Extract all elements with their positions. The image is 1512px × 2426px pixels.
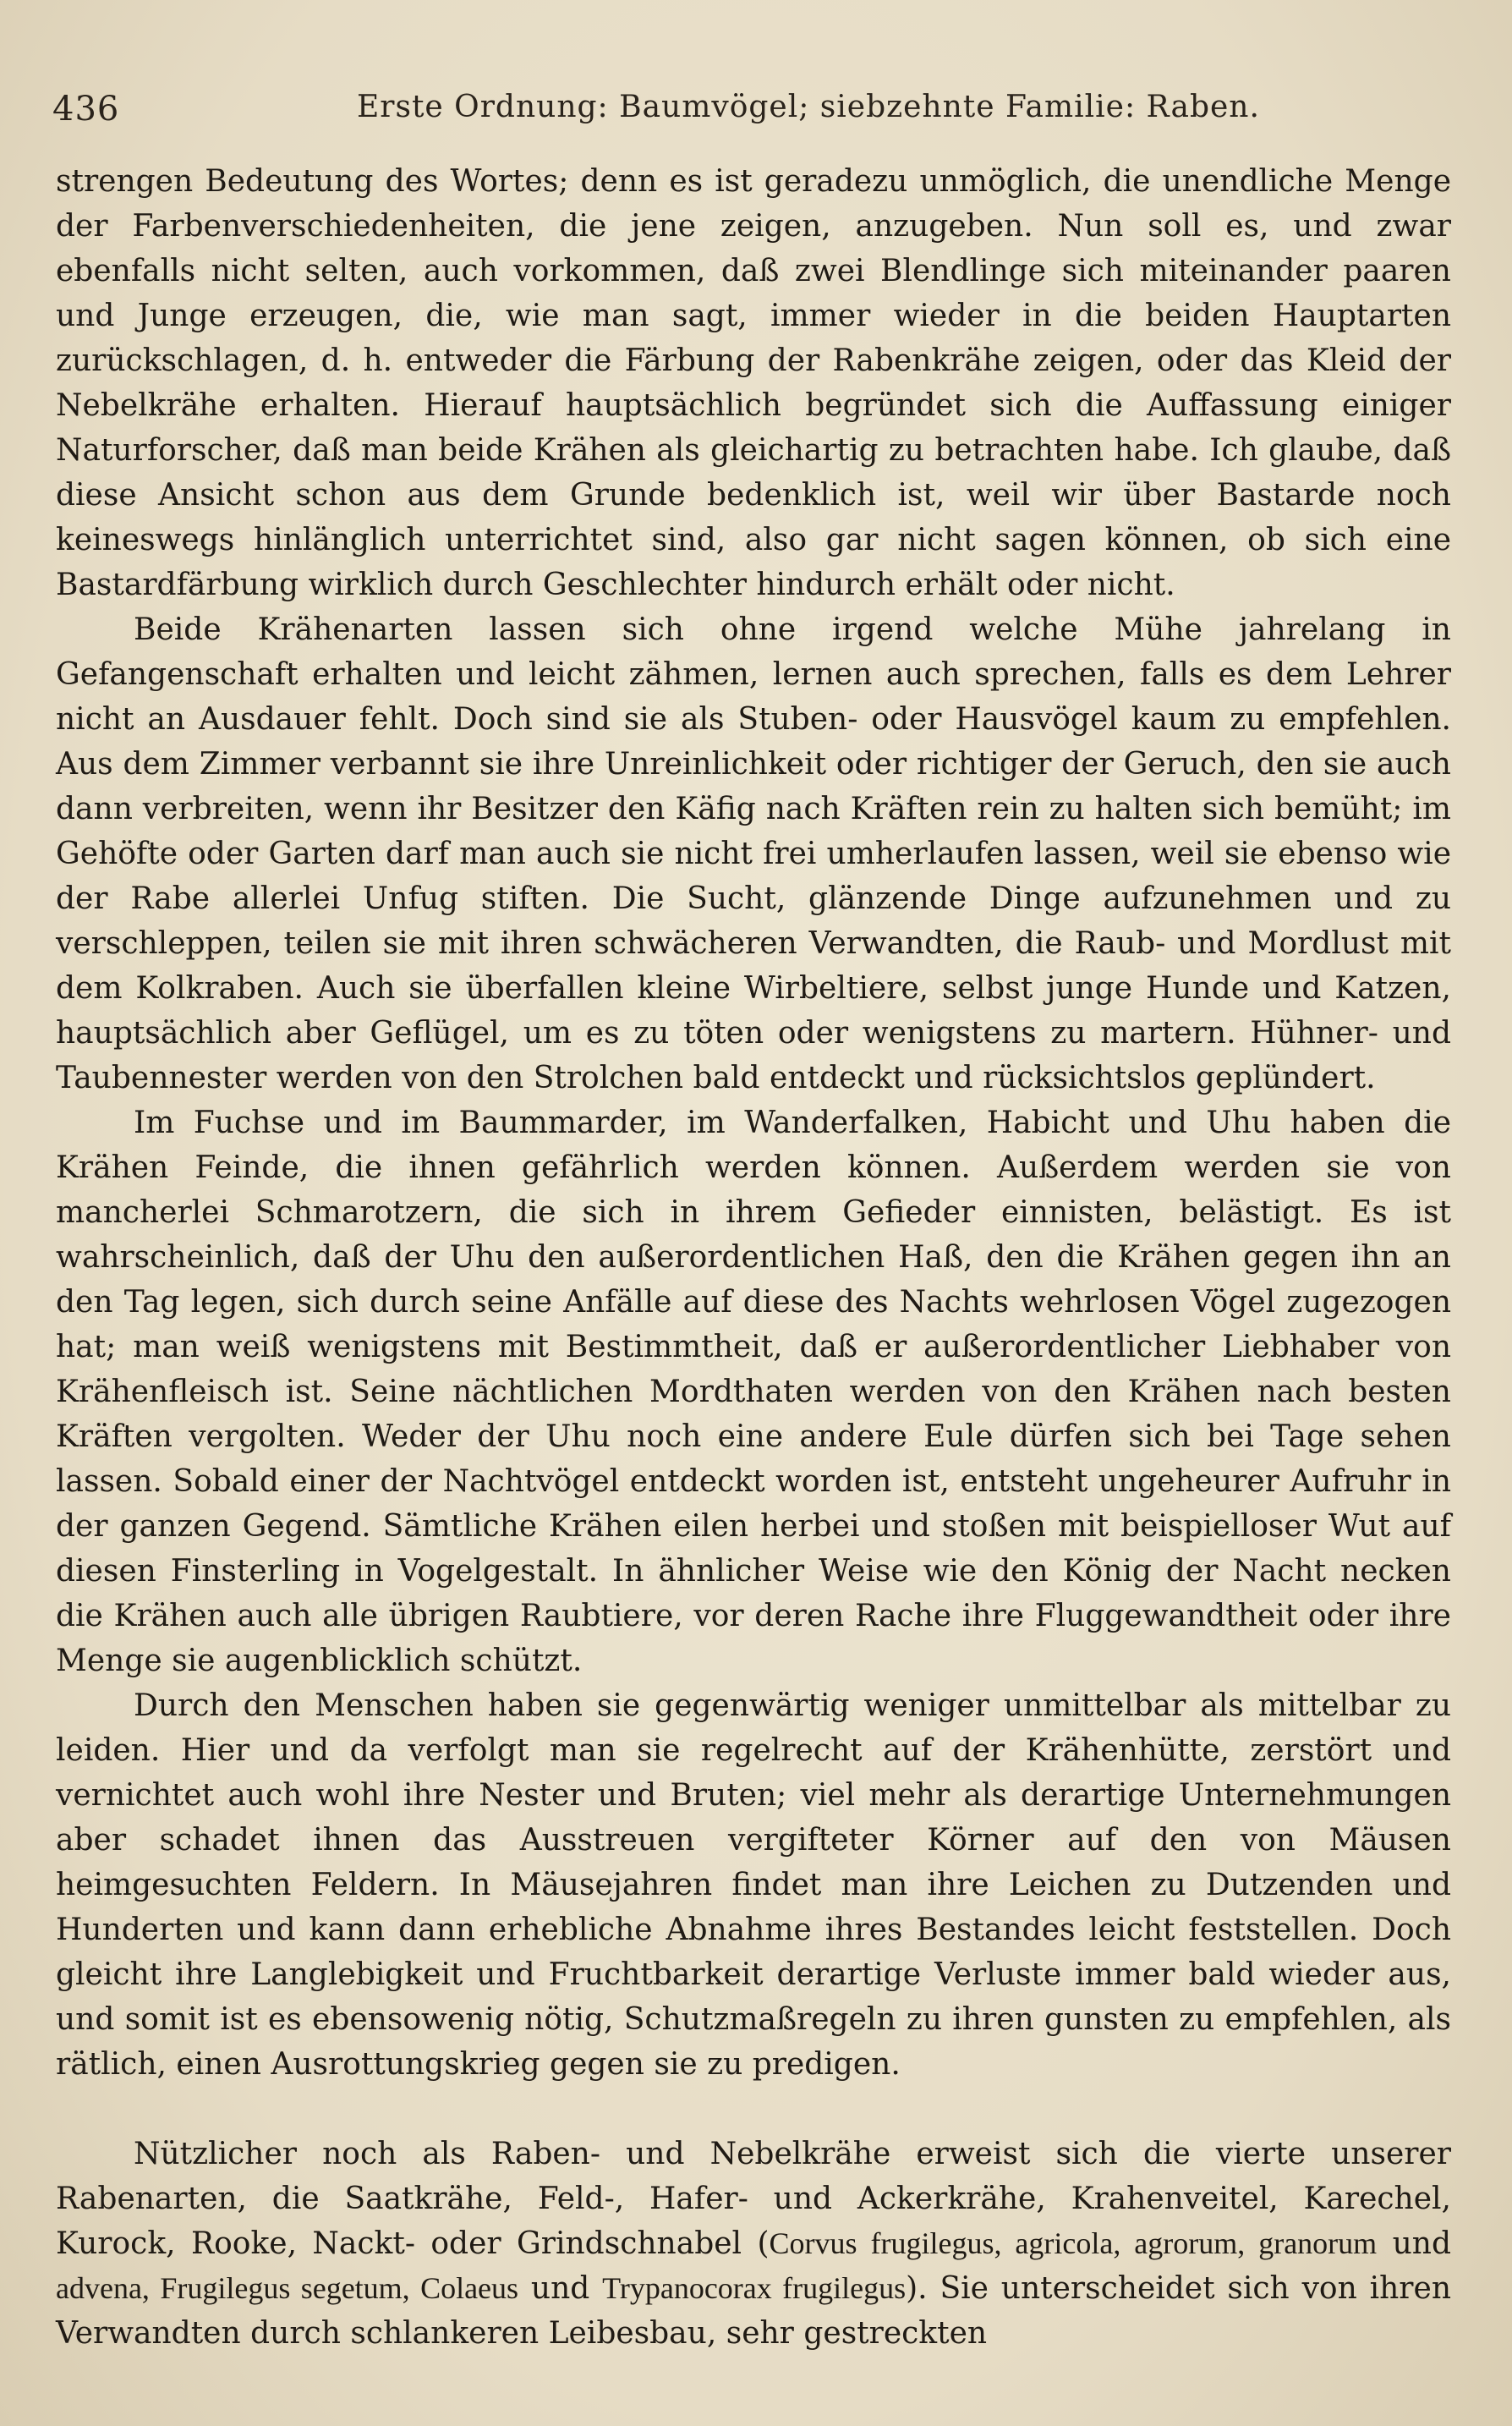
- body-text: [56, 159, 1451, 2356]
- paragraph-2: Beide Krähenarten lassen sich ohne irgend welche Mühe jahrelang in Gefangenschaft erhalten und leicht zähmen, lernen auch sprechen, falls es dem Lehrer nicht an Ausdauer fehlt. Doch sind sie als Stuben- oder Hausvögel kaum zu empfehlen. Aus dem Zimmer verbannt sie ihre Unreinlichkeit oder richtiger der Geruch, den sie auch dann verbreiten, wenn ihr Besitzer den Käfig nach Kräften rein zu halten sich bemüht; im Gehöfte oder Garten darf man auch sie nicht frei umherlaufen lassen, weil sie ebenso wie der Rabe allerlei Unfug stiften. Die Sucht, glänzende Dinge aufzunehmen und zu verschleppen, teilen sie mit ihren schwächeren Verwandten, die Raub- und Mordlust mit dem Kolkraben. Auch sie überfallen kleine Wirbeltiere, selbst junge Hunde und Katzen, hauptsächlich aber Geflügel, um es zu töten oder wenigstens zu martern. Hühner- und Taubennester werden von den Strolchen bald entdeckt und rücksichtslos geplündert.: [56, 612, 1451, 1095]
- latin-name-1: Corvus frugilegus, agricola, agrorum, granorum: [769, 2226, 1378, 2260]
- paragraph-3: Im Fuchse und im Baummarder, im Wanderfalken, Habicht und Uhu haben die Krähen Feinde, die ihnen gefährlich werden können. Außerdem werden sie von mancherlei Schmarotzern, die sich in ihrem Gefieder einnisten, belästigt. Es ist wahrscheinlich, daß der Uhu den außerordentlichen Haß, den die Krähen gegen ihn an den Tag legen, sich durch seine Anfälle auf diese des Nachts wehrlosen Vögel zugezogen hat; man weiß wenigstens mit Bestimmtheit, daß er außerordentlicher Liebhaber von Krähenfleisch ist. Seine nächtlichen Mordthaten werden von den Krähen nach besten Kräften vergolten. Weder der Uhu noch eine andere Eule dürfen sich bei Tage sehen lassen. Sobald einer der Nachtvögel entdeckt worden ist, entsteht ungeheurer Aufruhr in der ganzen Gegend. Sämtliche Krähen eilen herbei und stoßen mit beispielloser Wut auf diesen Finsterling in Vogelgestalt. In ähnlicher Weise wie den König der Nacht necken die Krähen auch alle übrigen Raubtiere, vor deren Rache ihre Fluggewandtheit oder ihre Menge sie augenblicklich schützt.: [56, 1106, 1451, 1678]
- paragraph-1: strengen Bedeutung des Wortes; denn es ist geradezu unmöglich, die unendliche Menge der Farbenverschiedenheiten, die jene zeigen, anzugeben. Nun soll es, und zwar ebenfalls nicht selten, auch vorkommen, daß zwei Blendlinge sich miteinander paaren und Junge erzeugen, die, wie man sagt, immer wieder in die beiden Hauptarten zurückschlagen, d. h. entweder die Färbung der Rabenkrähe zeigen, oder das Kleid der Nebelkrähe erhalten. Hierauf hauptsächlich begründet sich die Auffassung einiger Naturforscher, daß man beide Krähen als gleichartig zu betrachten habe. Ich glaube, daß diese Ansicht schon aus dem Grunde bedenklich ist, weil wir über Bastarde noch keineswegs hinlänglich unterrichtet sind, also gar nicht sagen können, ob sich eine Bastardfärbung wirklich durch Geschlechter hindurch erhält oder nicht.: [56, 164, 1451, 602]
- latin-name-3: Trypanocorax frugilegus: [602, 2271, 907, 2305]
- page-header: [52, 83, 1456, 134]
- paragraph-4: Durch den Menschen haben sie gegenwärtig weniger unmittelbar als mittelbar zu leiden. Hier und da verfolgt man sie regelrecht auf der Krähenhütte, zerstört und vernichtet auch wohl ihre Nester und Bruten; viel mehr als derartige Unternehmungen aber schadet ihnen das Ausstreuen vergifteter Körner auf den von Mäusen heimgesuchten Feldern. In Mäusejahren findet man ihre Leichen zu Dutzenden und Hunderten und kann dann erhebliche Abnahme ihres Bestandes leicht feststellen. Doch gleicht ihre Langlebigkeit und Fruchtbarkeit derartige Verluste immer bald wieder aus, und somit ist es ebensowenig nötig, Schutzmaßregeln zu ihren gunsten zu empfehlen, als rätlich, einen Ausrottungskrieg gegen sie zu predigen.: [56, 1688, 1451, 2082]
- paragraph-5: [56, 2132, 1451, 2356]
- running-head: Erste Ordnung: Baumvögel; siebzehnte Familie: Raben.: [357, 90, 1260, 124]
- latin-name-2: advena, Frugilegus segetum, Colaeus: [56, 2271, 519, 2305]
- connector-2: und: [518, 2271, 603, 2306]
- paragraph-5-text: Nützlicher noch als Raben- und Nebelkrähe erweist sich die vierte unserer Rabenarten, die Saatkrähe, Feld-, Hafer- und Ackerkrähe, Krahenveitel, Karechel, Kurock, Rooke, Nackt- oder Grindschnabel (: [56, 2137, 1451, 2261]
- connector-1: und: [1377, 2226, 1452, 2261]
- paragraph-5-end: ). Sie unterscheidet sich von ihren Verwandten durch schlankeren Leibesbau, sehr gestreckten: [56, 2271, 1451, 2351]
- page-number: 436: [52, 90, 120, 129]
